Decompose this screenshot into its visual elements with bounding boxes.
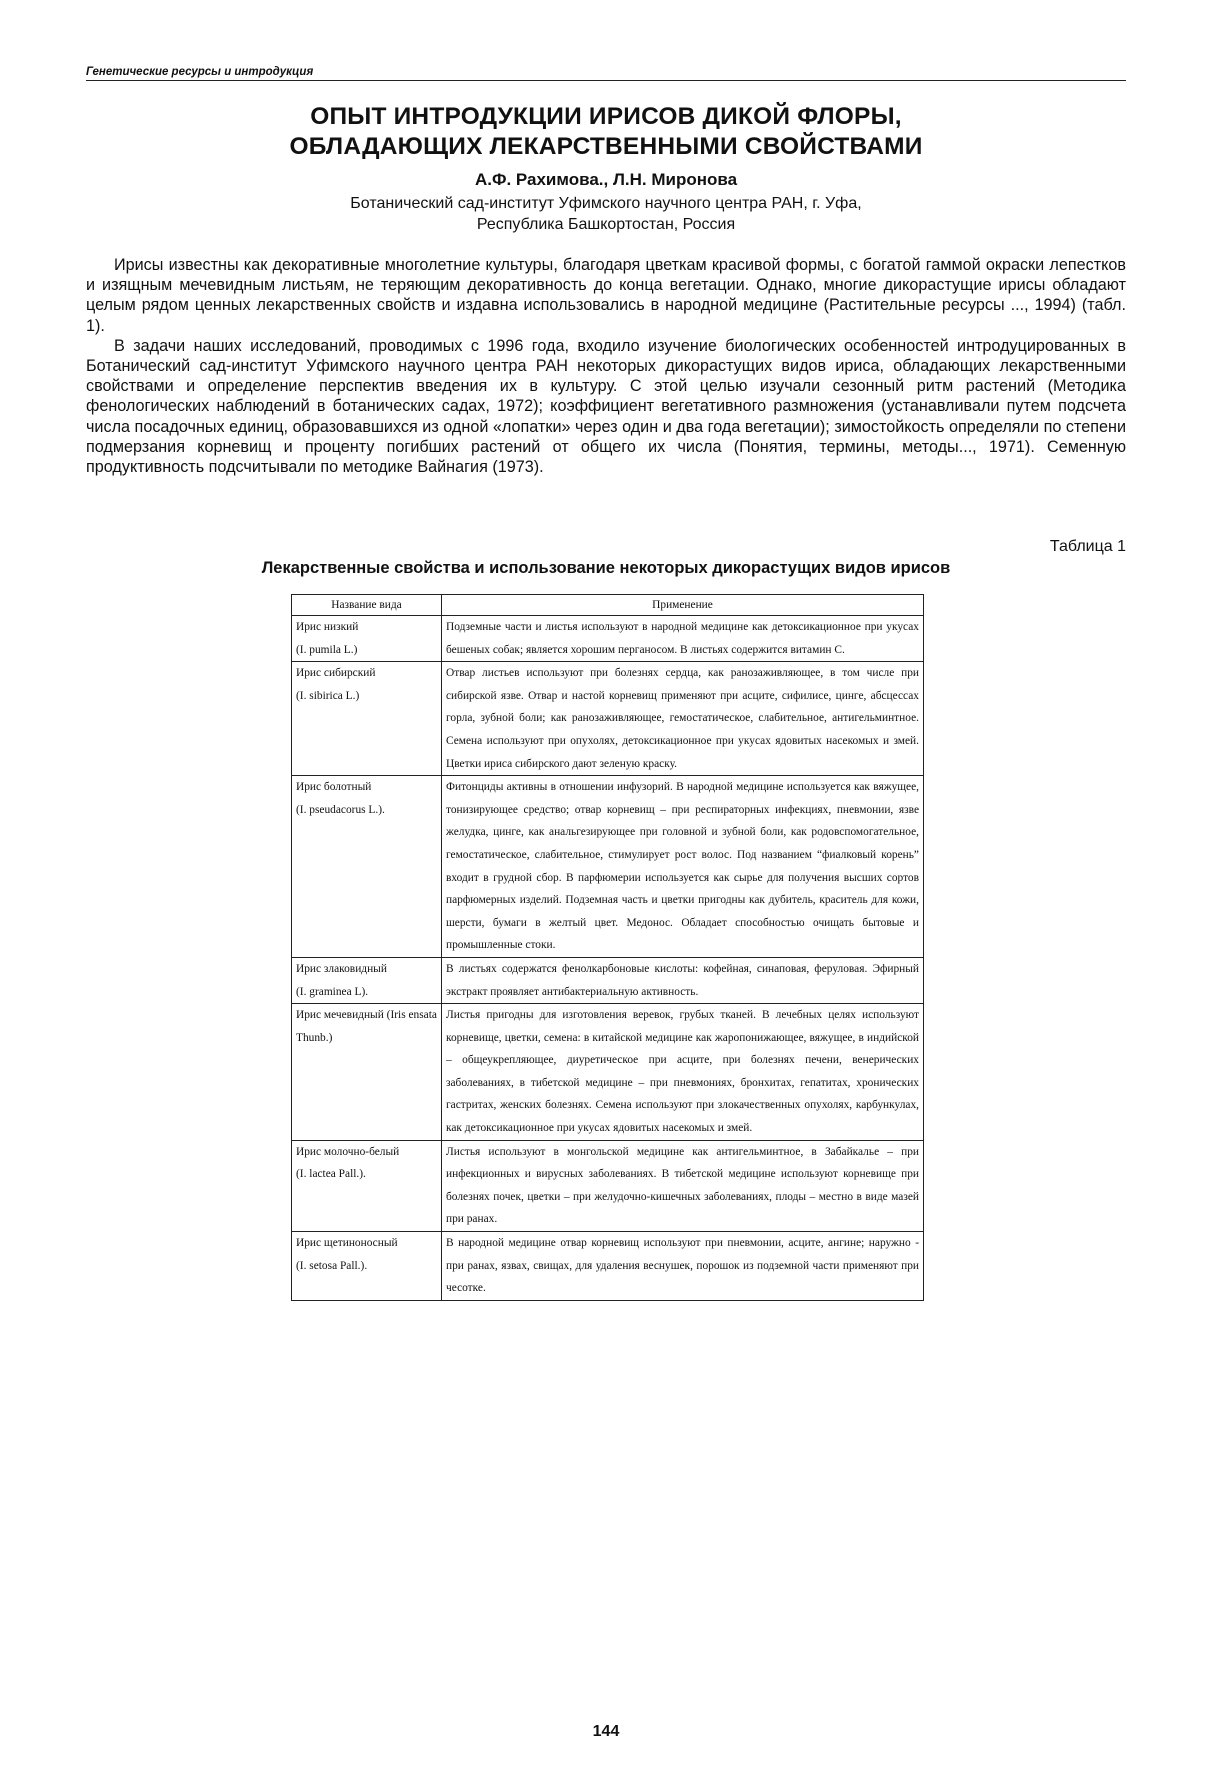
species-name: Ирис мечевидный (Iris ensata Thunb.) [296,1009,437,1044]
species-latin: (I. graminea L). [296,985,369,998]
paragraph: В задачи наших исследований, проводимых с 1996 года, входило изучение биологических особенностей интродуцированных в Ботанический сад-институт Уфимского научного центра РАН некоторых дикорастущих видов ириса, обладающих лекарственными свойствами и определение перспектив введения их в культуру. С этой целью изучали сезонный ритм растений (Методика фенологических наблюдений в ботанических садах, 1972); коэффициент вегетативного размножения (устанавливали путем подсчета числа посадочных единиц, образовавшихся из одной «лопатки» через один и два года вегетации); зимостойкость определяли по степени подмерзания корневищ и проценту погибших растений от общего их числа (Понятия, термины, методы..., 1971). Семенную продуктивность подсчитывали по методике Вайнагия (1973). [86,336,1126,477]
species-cell [292,1232,442,1301]
article-body [86,255,1126,477]
application-cell: Листья пригодны для изготовления веревок, грубых тканей. В лечебных целях используют корневище, цветки, семена: в китайской медицине как жаропонижающее, вяжущее, в индийской – общеукрепляющее, диуретическое при асците, при болезнях печени, венерических заболеваниях, в тибетской медицине – при пневмониях, бронхитах, гепатитах, хронических гастритах, женских болезнях. Семена используют при злокачественных опухолях, карбункулах, как детоксикационное при укусах ядовитых насекомых и змей. [442,1004,924,1141]
application-cell: Листья используют в монгольской медицине как антигельминтное, в Забайкалье – при инфекционных и вирусных заболеваниях. В тибетской медицине используют корневище при болезнях почек, цветки – при желудочно-кишечных заболеваниях, плоды – местно в виде мазей при ранах. [442,1140,924,1231]
paragraph: Ирисы известны как декоративные многолетние культуры, благодаря цветкам красивой формы, с богатой гаммой окраски лепестков и изящным мечевидным листьям, не теряющим декоративность до конца вегетации. Однако, многие дикорастущие ирисы обладают целым рядом ценных лекарственных свойств и издавна использовались в народной медицине (Растительные ресурсы ..., 1994) (табл. 1). [86,256,1126,335]
table-row [292,776,924,958]
table-caption: Лекарственные свойства и использование некоторых дикорастущих видов ирисов [261,559,951,577]
application-cell: В народной медицине отвар корневищ используют при пневмонии, асците, ангине; наружно - при ранах, язвах, свищах, для удаления веснушек, порошок из подземной части применяют при чесотке. [442,1232,924,1301]
title-line-1: ОПЫТ ИНТРОДУКЦИИ ИРИСОВ ДИКОЙ ФЛОРЫ, [310,103,902,130]
table-row [292,1140,924,1231]
header-species: Название вида [292,595,442,616]
affiliation [86,193,1126,235]
table-row [292,1004,924,1141]
species-cell [292,776,442,958]
table-row [292,957,924,1003]
table-row [292,1232,924,1301]
species-latin: (I. lactea Pall.). [296,1168,366,1181]
species-cell [292,1004,442,1141]
species-cell [292,957,442,1003]
species-cell [292,662,442,776]
article-title [86,102,1126,162]
medicinal-properties-table [291,594,924,1301]
table-header-row [292,595,924,616]
species-latin: (I. pumila L.) [296,643,358,656]
application-cell: В листьях содержатся фенолкарбоновые кислоты: кофейная, синаповая, феруловая. Эфирный экстракт проявляет антибактериальную активность. [442,957,924,1003]
species-cell [292,616,442,662]
authors: А.Ф. Рахимова., Л.Н. Миронова [474,170,738,189]
table-row [292,616,924,662]
species-name: Ирис молочно-белый [296,1145,400,1158]
affiliation-line-2: Республика Башкортостан, Россия [476,216,736,233]
page-number: 144 [592,1723,620,1740]
species-cell [292,1140,442,1231]
application-cell: Отвар листьев используют при болезнях сердца, как ранозаживляющее, в том числе при сибирской язве. Отвар и настой корневищ применяют при асците, сифилисе, цинге, абсцессах горла, зубной боли; как ранозаживляющее, гемостатическое, слабительное, антигельминтное. Семена используют при опухолях, детоксикационное при укусах ядовитых насекомых и змей. Цветки ириса сибирского дают зеленую краску. [442,662,924,776]
affiliation-line-1: Ботанический сад-институт Уфимского научного центра РАН, г. Уфа, [350,195,862,212]
species-name: Ирис щетиноносный [296,1237,398,1250]
species-latin: (I. pseudacorus L.). [296,803,385,816]
species-latin: (I. sibirica L.) [296,689,360,702]
table-row [292,662,924,776]
species-latin: (I. setosa Pall.). [296,1259,368,1272]
species-name: Ирис сибирский [296,667,376,680]
species-name: Ирис низкий [296,621,359,633]
title-line-2: ОБЛАДАЮЩИХ ЛЕКАРСТВЕННЫМИ СВОЙСТВАМИ [289,133,923,160]
application-cell: Фитонциды активны в отношении инфузорий. В народной медицине используется как вяжущее, тонизирующее средство; отвар корневищ – при респираторных инфекциях, пневмонии, язве желудка, цинге, как анальгезирующее при головной и зубной боли, как родовспомогательное, гемостатическое, слабительное, стимулирует рост волос. Под названием “фиалковый корень” входит в грудной сбор. В парфюмерии используется как сырье для получения высших сортов парфюмерных изделий. Подземная часть и цветки пригодны как дубитель, краситель для кожи, шерсти, бумаги в желтый цвет. Медонос. Обладает способностью очищать бытовые и промышленные стоки. [442,776,924,958]
table-label: Таблица 1 [1049,538,1126,555]
species-name: Ирис болотный [296,781,372,794]
running-head: Генетические ресурсы и интродукция [86,66,1126,81]
application-cell: Подземные части и листья используют в народной медицине как детоксикационное при укусах бешеных собак; является хорошим перганосом. В листьях содержится витамин С. [442,616,924,662]
species-name: Ирис злаковидный [296,962,387,975]
header-application: Применение [442,595,924,616]
